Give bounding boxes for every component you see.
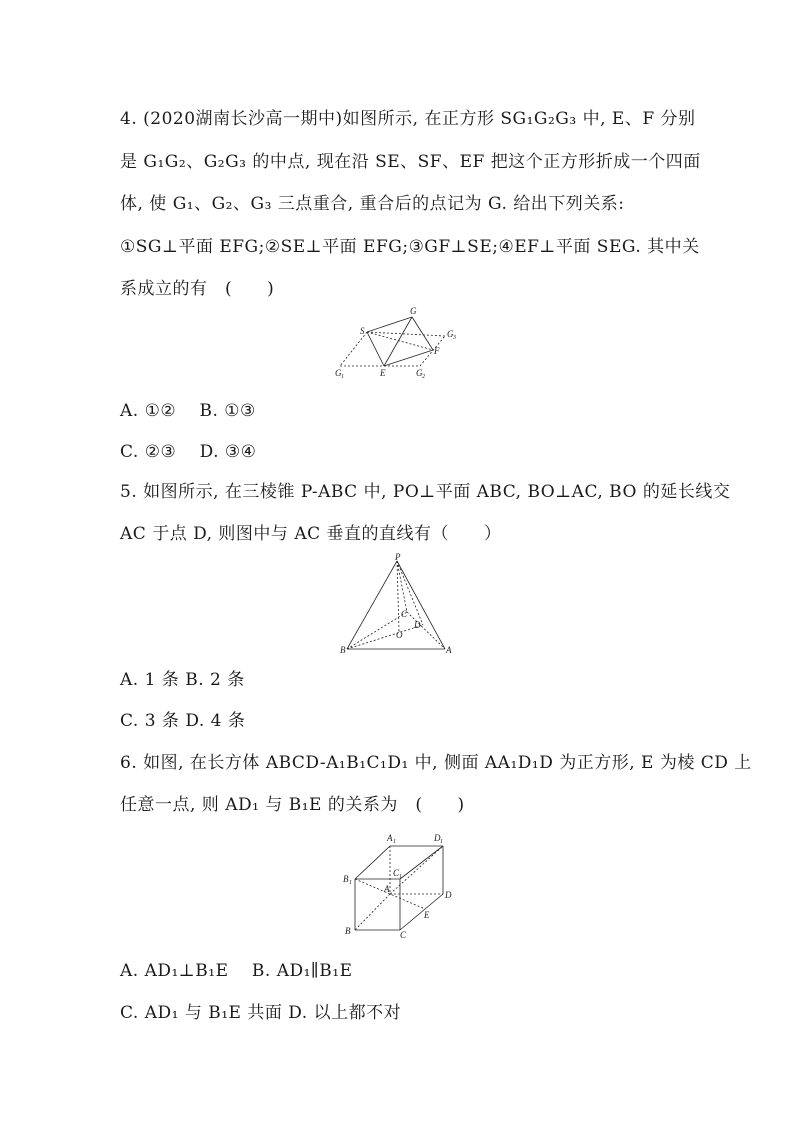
q4-stem-line-3: 体, 使 G₁、G₂、G₃ 三点重合, 重合后的点记为 G. 给出下列关系: (120, 194, 625, 214)
q6-label-C: C (400, 930, 407, 938)
q5-label-P: P (395, 552, 401, 562)
q6-stem-line-2: 任意一点, 则 AD₁ 与 B₁E 的关系为 ( ) (120, 795, 465, 815)
q4-label-F: F (434, 346, 440, 356)
q4-stem-line-1: 4. (2020湖南长沙高一期中)如图所示, 在正方形 SG₁G₂G₃ 中, E、F 分别 (120, 109, 696, 129)
q6-options-line-1: A. AD₁⊥B₁E B. AD₁∥B₁E (120, 961, 353, 981)
q6-label-C1: C (393, 868, 400, 878)
q4-label-E: E (380, 368, 386, 378)
q5-stem-line-2: AC 于点 D, 则图中与 AC 垂直的直线有（ ） (120, 524, 502, 544)
svg-text:2: 2 (422, 374, 425, 380)
q6-label-A1: A (387, 833, 393, 843)
q4-options-line-1: A. ①② B. ①③ (120, 401, 256, 421)
q6-label-B: B (345, 926, 351, 936)
q5-stem-line-1: 5. 如图所示, 在三棱锥 P-ABC 中, PO⊥平面 ABC, BO⊥AC, BO 的延长线交 (120, 482, 731, 502)
q5-label-O: O (396, 630, 403, 640)
q4-options-line-2: C. ②③ D. ③④ (120, 442, 257, 462)
svg-text:1: 1 (349, 880, 352, 886)
svg-text:3: 3 (453, 335, 456, 341)
q5-options-line-2: C. 3 条 D. 4 条 (120, 711, 246, 731)
q6-label-D1: D (434, 833, 441, 843)
q6-options-line-2: C. AD₁ 与 B₁E 共面 D. 以上都不对 (120, 1003, 402, 1023)
q6-label-E: E (424, 910, 430, 920)
q4-label-G1: G (335, 368, 342, 378)
q4-stem-line-4: ①SG⊥平面 EFG;②SE⊥平面 EFG;③GF⊥SE;④EF⊥平面 SEG. 其中关 (120, 237, 700, 257)
q4-label-G: G (410, 306, 417, 316)
q6-label-A: A (384, 884, 390, 894)
svg-text:1: 1 (341, 374, 344, 380)
svg-text:1: 1 (440, 839, 443, 845)
q5-options-line-1: A. 1 条 B. 2 条 (120, 670, 245, 690)
svg-text:1: 1 (393, 839, 396, 845)
q5-label-B: B (340, 645, 346, 655)
q4-tetrahedron-figure (330, 305, 470, 389)
q4-label-G3: G (447, 329, 454, 339)
q6-cuboid-figure (335, 826, 465, 942)
q5-label-D: D (414, 620, 421, 630)
q6-stem-line-1: 6. 如图, 在长方体 ABCD-A₁B₁C₁D₁ 中, 侧面 AA₁D₁D 为正方形, E 为棱 CD 上 (120, 753, 752, 773)
q4-stem-line-5: 系成立的有 ( ) (120, 279, 275, 299)
q4-label-S: S (360, 326, 365, 336)
q5-pyramid-figure (335, 552, 460, 660)
q5-label-A: A (446, 645, 452, 655)
q6-label-B1: B (343, 874, 349, 884)
q5-label-C: C (401, 609, 408, 619)
svg-text:1: 1 (399, 874, 402, 880)
q6-label-D: D (445, 890, 452, 900)
q4-stem-line-2: 是 G₁G₂、G₂G₃ 的中点, 现在沿 SE、SF、EF 把这个正方形折成一个四面 (120, 152, 701, 172)
q4-label-G2: G (416, 368, 423, 378)
